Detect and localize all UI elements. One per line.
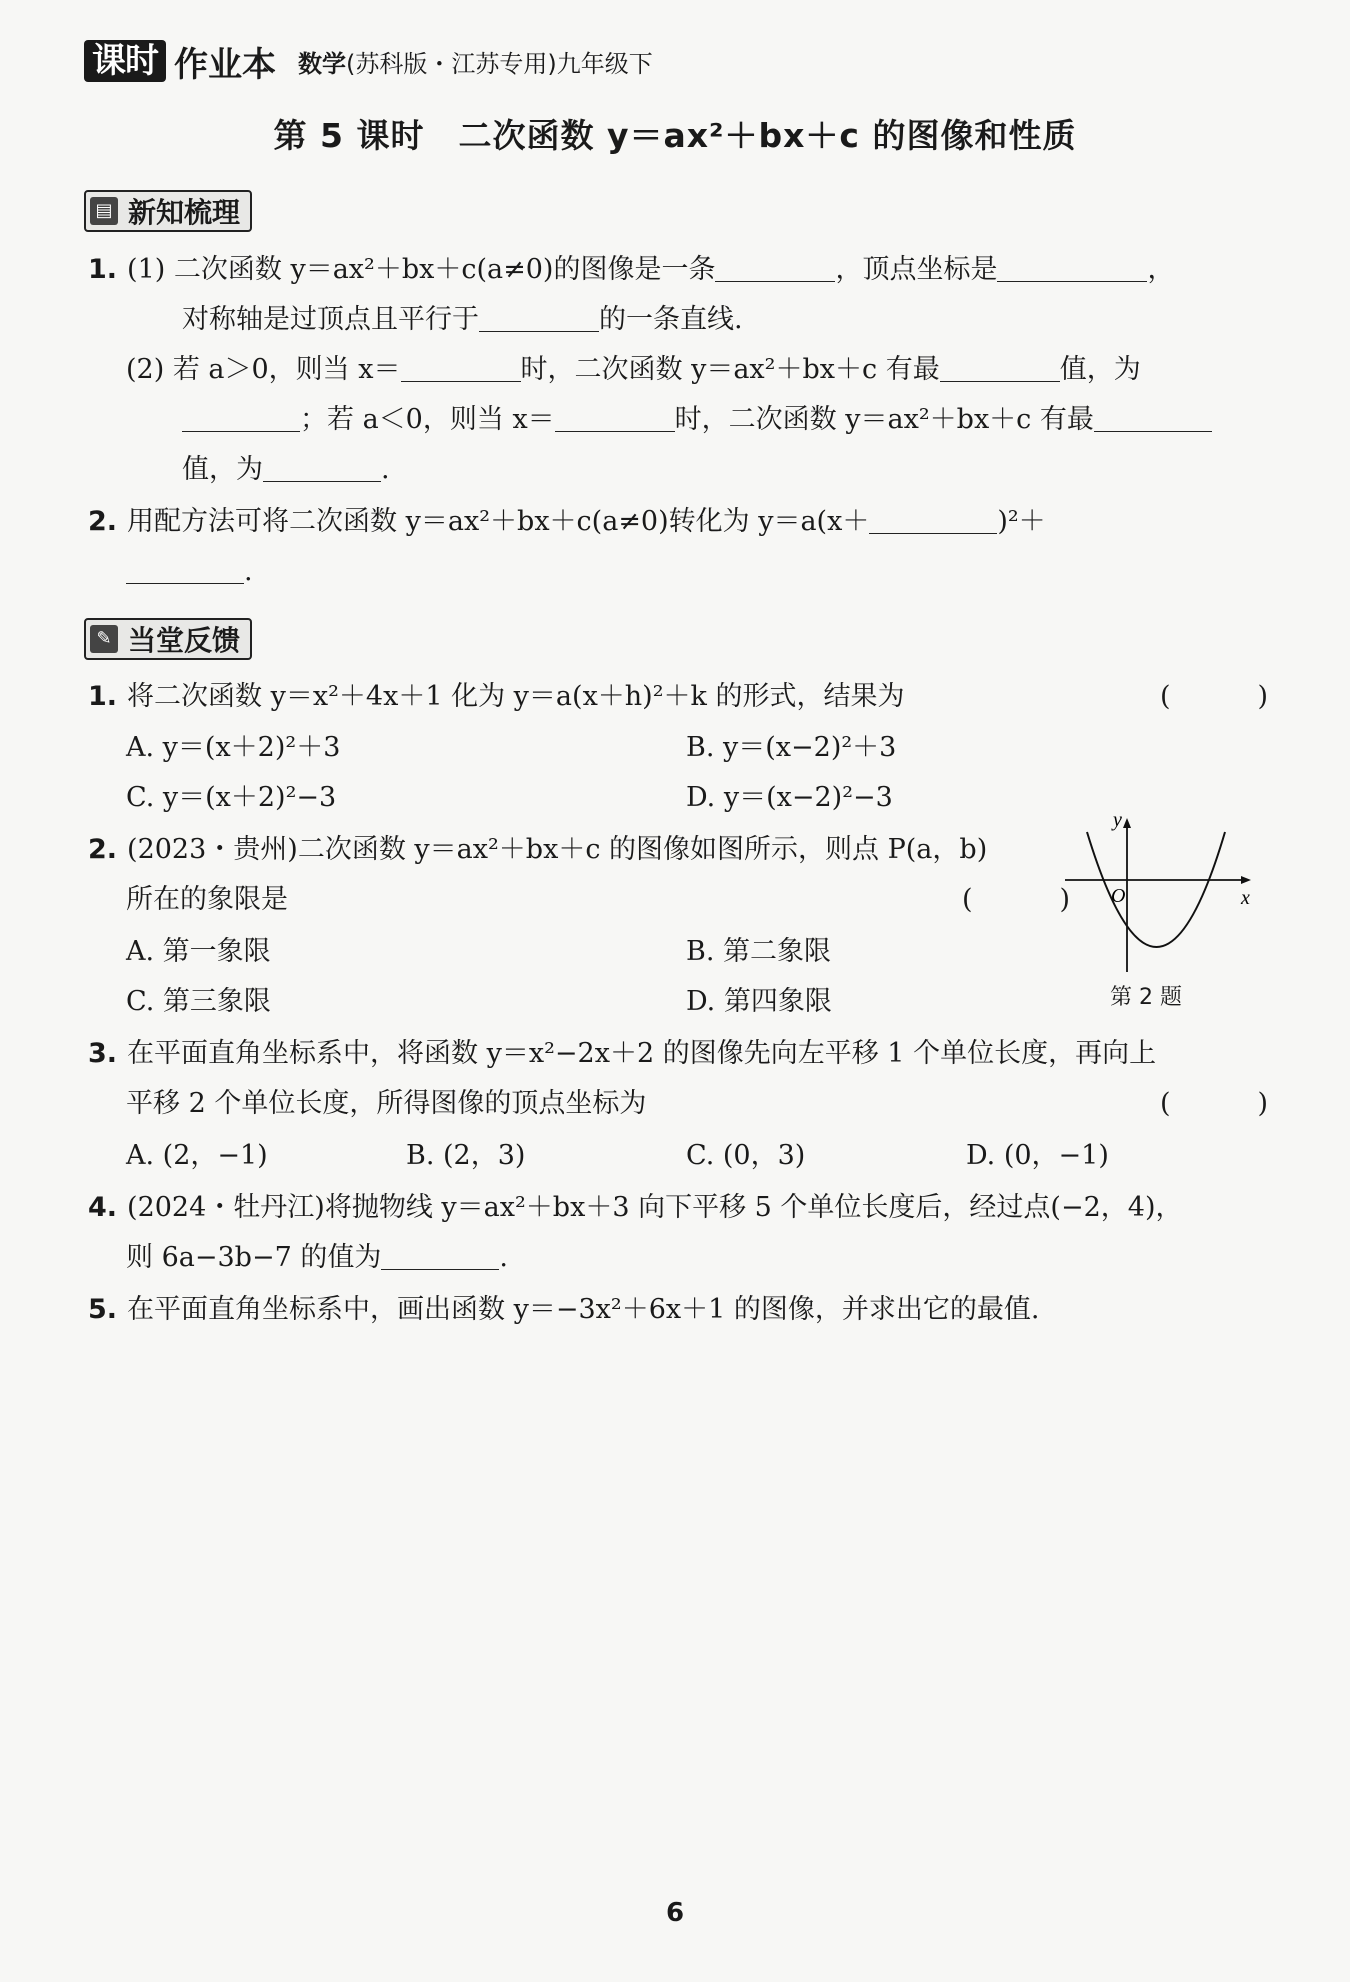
s2-q3-stem-line1	[88, 1034, 1250, 1074]
answer-blank[interactable]	[715, 251, 835, 282]
text: 则 6a−3b−7 的值为	[126, 1242, 382, 1273]
answer-blank[interactable]	[940, 351, 1060, 382]
x-axis-arrow-icon	[1241, 876, 1251, 884]
option-b[interactable]: B. (2，3)	[406, 1140, 526, 1171]
s2-q2-stem-line1	[88, 830, 1050, 870]
brand-title: 作业本	[174, 44, 276, 85]
text: ；若 a＜0，则当 x＝	[300, 404, 555, 435]
text: 值，为	[1059, 354, 1141, 385]
text: 所在的象限是	[126, 884, 288, 915]
text: 时，二次函数 y＝ax²＋bx＋c 有最	[674, 404, 1094, 435]
option-a[interactable]: A. 第一象限	[126, 936, 271, 967]
answer-work-area[interactable]	[88, 1345, 1248, 1865]
text: 的一条直线.	[599, 304, 743, 335]
text: .	[381, 454, 390, 485]
question-number: 4.	[88, 1192, 118, 1223]
text: (2023・贵州)二次函数 y＝ax²＋bx＋c 的图像如图所示，则点 P(a，b)	[127, 834, 988, 865]
subject-rest: (苏科版・江苏专用)九年级下	[346, 49, 653, 78]
pencil-icon: ✎	[90, 625, 118, 653]
text: 在平面直角坐标系中，将函数 y＝x²−2x＋2 的图像先向左平移 1 个单位长度，再向上	[127, 1038, 1157, 1069]
page-number: 6	[665, 1898, 685, 1928]
parabola-figure	[1055, 812, 1255, 977]
text: 平移 2 个单位长度，所得图像的顶点坐标为	[126, 1088, 647, 1119]
section-title: 当堂反馈	[128, 624, 241, 657]
answer-blank[interactable]	[381, 1239, 499, 1270]
option-b[interactable]: B. 第二象限	[686, 936, 832, 967]
s2-q2-stem-line2	[126, 880, 1050, 920]
answer-blank[interactable]	[479, 301, 599, 332]
text: .	[244, 556, 253, 587]
option-c[interactable]: C. y＝(x＋2)²−3	[126, 782, 337, 813]
answer-paren[interactable]: ( )	[1160, 1088, 1299, 1119]
answer-blank[interactable]	[126, 553, 244, 584]
option-d[interactable]: D. y＝(x−2)²−3	[686, 782, 893, 813]
option-c[interactable]: C. (0，3)	[686, 1140, 806, 1171]
subject-bold: 数学	[298, 49, 346, 78]
text: 在平面直角坐标系中，画出函数 y＝−3x²＋6x＋1 的图像，并求出它的最值.	[127, 1294, 1040, 1325]
book-icon: ▤	[90, 197, 118, 225]
parabola-curve	[1087, 832, 1225, 947]
text: (2024・牡丹江)将抛物线 y＝ax²＋bx＋3 向下平移 5 个单位长度后，经过点(−2，4)，	[127, 1192, 1183, 1223]
s2-q1-stem	[88, 677, 1250, 717]
question-number: 1.	[88, 681, 118, 712]
question-number: 2.	[88, 506, 118, 537]
s2-q4-stem-line2	[126, 1238, 1250, 1278]
y-axis-label: y	[1113, 812, 1122, 831]
option-c[interactable]: C. 第三象限	[126, 986, 271, 1017]
answer-paren[interactable]: ( )	[962, 884, 1101, 915]
s2-q3-stem-line2	[126, 1084, 1250, 1124]
figure-caption: 第 2 题	[1110, 985, 1182, 1010]
text: (2) 若 a＞0，则当 x＝	[126, 354, 401, 385]
text: 值，为	[182, 454, 263, 485]
text: 将二次函数 y＝x²＋4x＋1 化为 y＝a(x＋h)²＋k 的形式，结果为	[127, 681, 905, 712]
option-d[interactable]: D. 第四象限	[686, 986, 832, 1017]
text: ，	[1147, 254, 1175, 285]
option-a[interactable]: A. y＝(x＋2)²＋3	[126, 732, 341, 763]
s1-q2-line1	[88, 502, 1250, 542]
s1-q1-line2	[182, 300, 1250, 340]
text: .	[499, 1242, 508, 1273]
s1-q2-line2	[126, 552, 1250, 592]
option-b[interactable]: B. y＝(x−2)²＋3	[686, 732, 897, 763]
y-axis-arrow-icon	[1123, 818, 1131, 828]
answer-blank[interactable]	[869, 503, 997, 534]
logo: 课时	[84, 40, 166, 82]
option-d[interactable]: D. (0，−1)	[966, 1140, 1109, 1171]
s1-q1-line1	[88, 250, 1250, 290]
answer-blank[interactable]	[555, 401, 675, 432]
question-number: 2.	[88, 834, 118, 865]
s2-q4-stem-line1	[88, 1188, 1250, 1228]
question-number: 5.	[88, 1294, 118, 1325]
answer-blank[interactable]	[401, 351, 521, 382]
question-number: 3.	[88, 1038, 118, 1069]
text: 时，二次函数 y＝ax²＋bx＋c 有最	[520, 354, 940, 385]
subject-line	[298, 44, 653, 79]
section-title: 新知梳理	[128, 196, 241, 229]
question-number: 1.	[88, 254, 118, 285]
text: (1) 二次函数 y＝ax²＋bx＋c(a≠0)的图像是一条	[127, 254, 716, 285]
text: 用配方法可将二次函数 y＝ax²＋bx＋c(a≠0)转化为 y＝a(x＋	[127, 506, 870, 537]
answer-blank[interactable]	[997, 251, 1147, 282]
option-a[interactable]: A. (2，−1)	[126, 1140, 268, 1171]
text: ，顶点坐标是	[835, 254, 998, 285]
answer-blank[interactable]	[263, 451, 381, 482]
text: )²＋	[997, 506, 1046, 537]
answer-blank[interactable]	[1094, 401, 1212, 432]
s1-q1-line5	[182, 450, 1250, 490]
page-header	[84, 38, 653, 84]
text: 对称轴是过顶点且平行于	[182, 304, 479, 335]
lesson-title: 第 5 课时 二次函数 y＝ax²＋bx＋c 的图像和性质	[273, 116, 1077, 155]
section-header-new-knowledge	[84, 190, 252, 232]
s2-q5-stem	[88, 1290, 1250, 1330]
s1-q1-line4	[182, 400, 1250, 440]
s1-q1-line3	[126, 350, 1250, 390]
x-axis-label: x	[1241, 887, 1250, 909]
origin-label: O	[1111, 885, 1126, 907]
answer-paren[interactable]: ( )	[1160, 681, 1299, 712]
section-header-class-feedback	[84, 618, 252, 660]
answer-blank[interactable]	[182, 401, 300, 432]
